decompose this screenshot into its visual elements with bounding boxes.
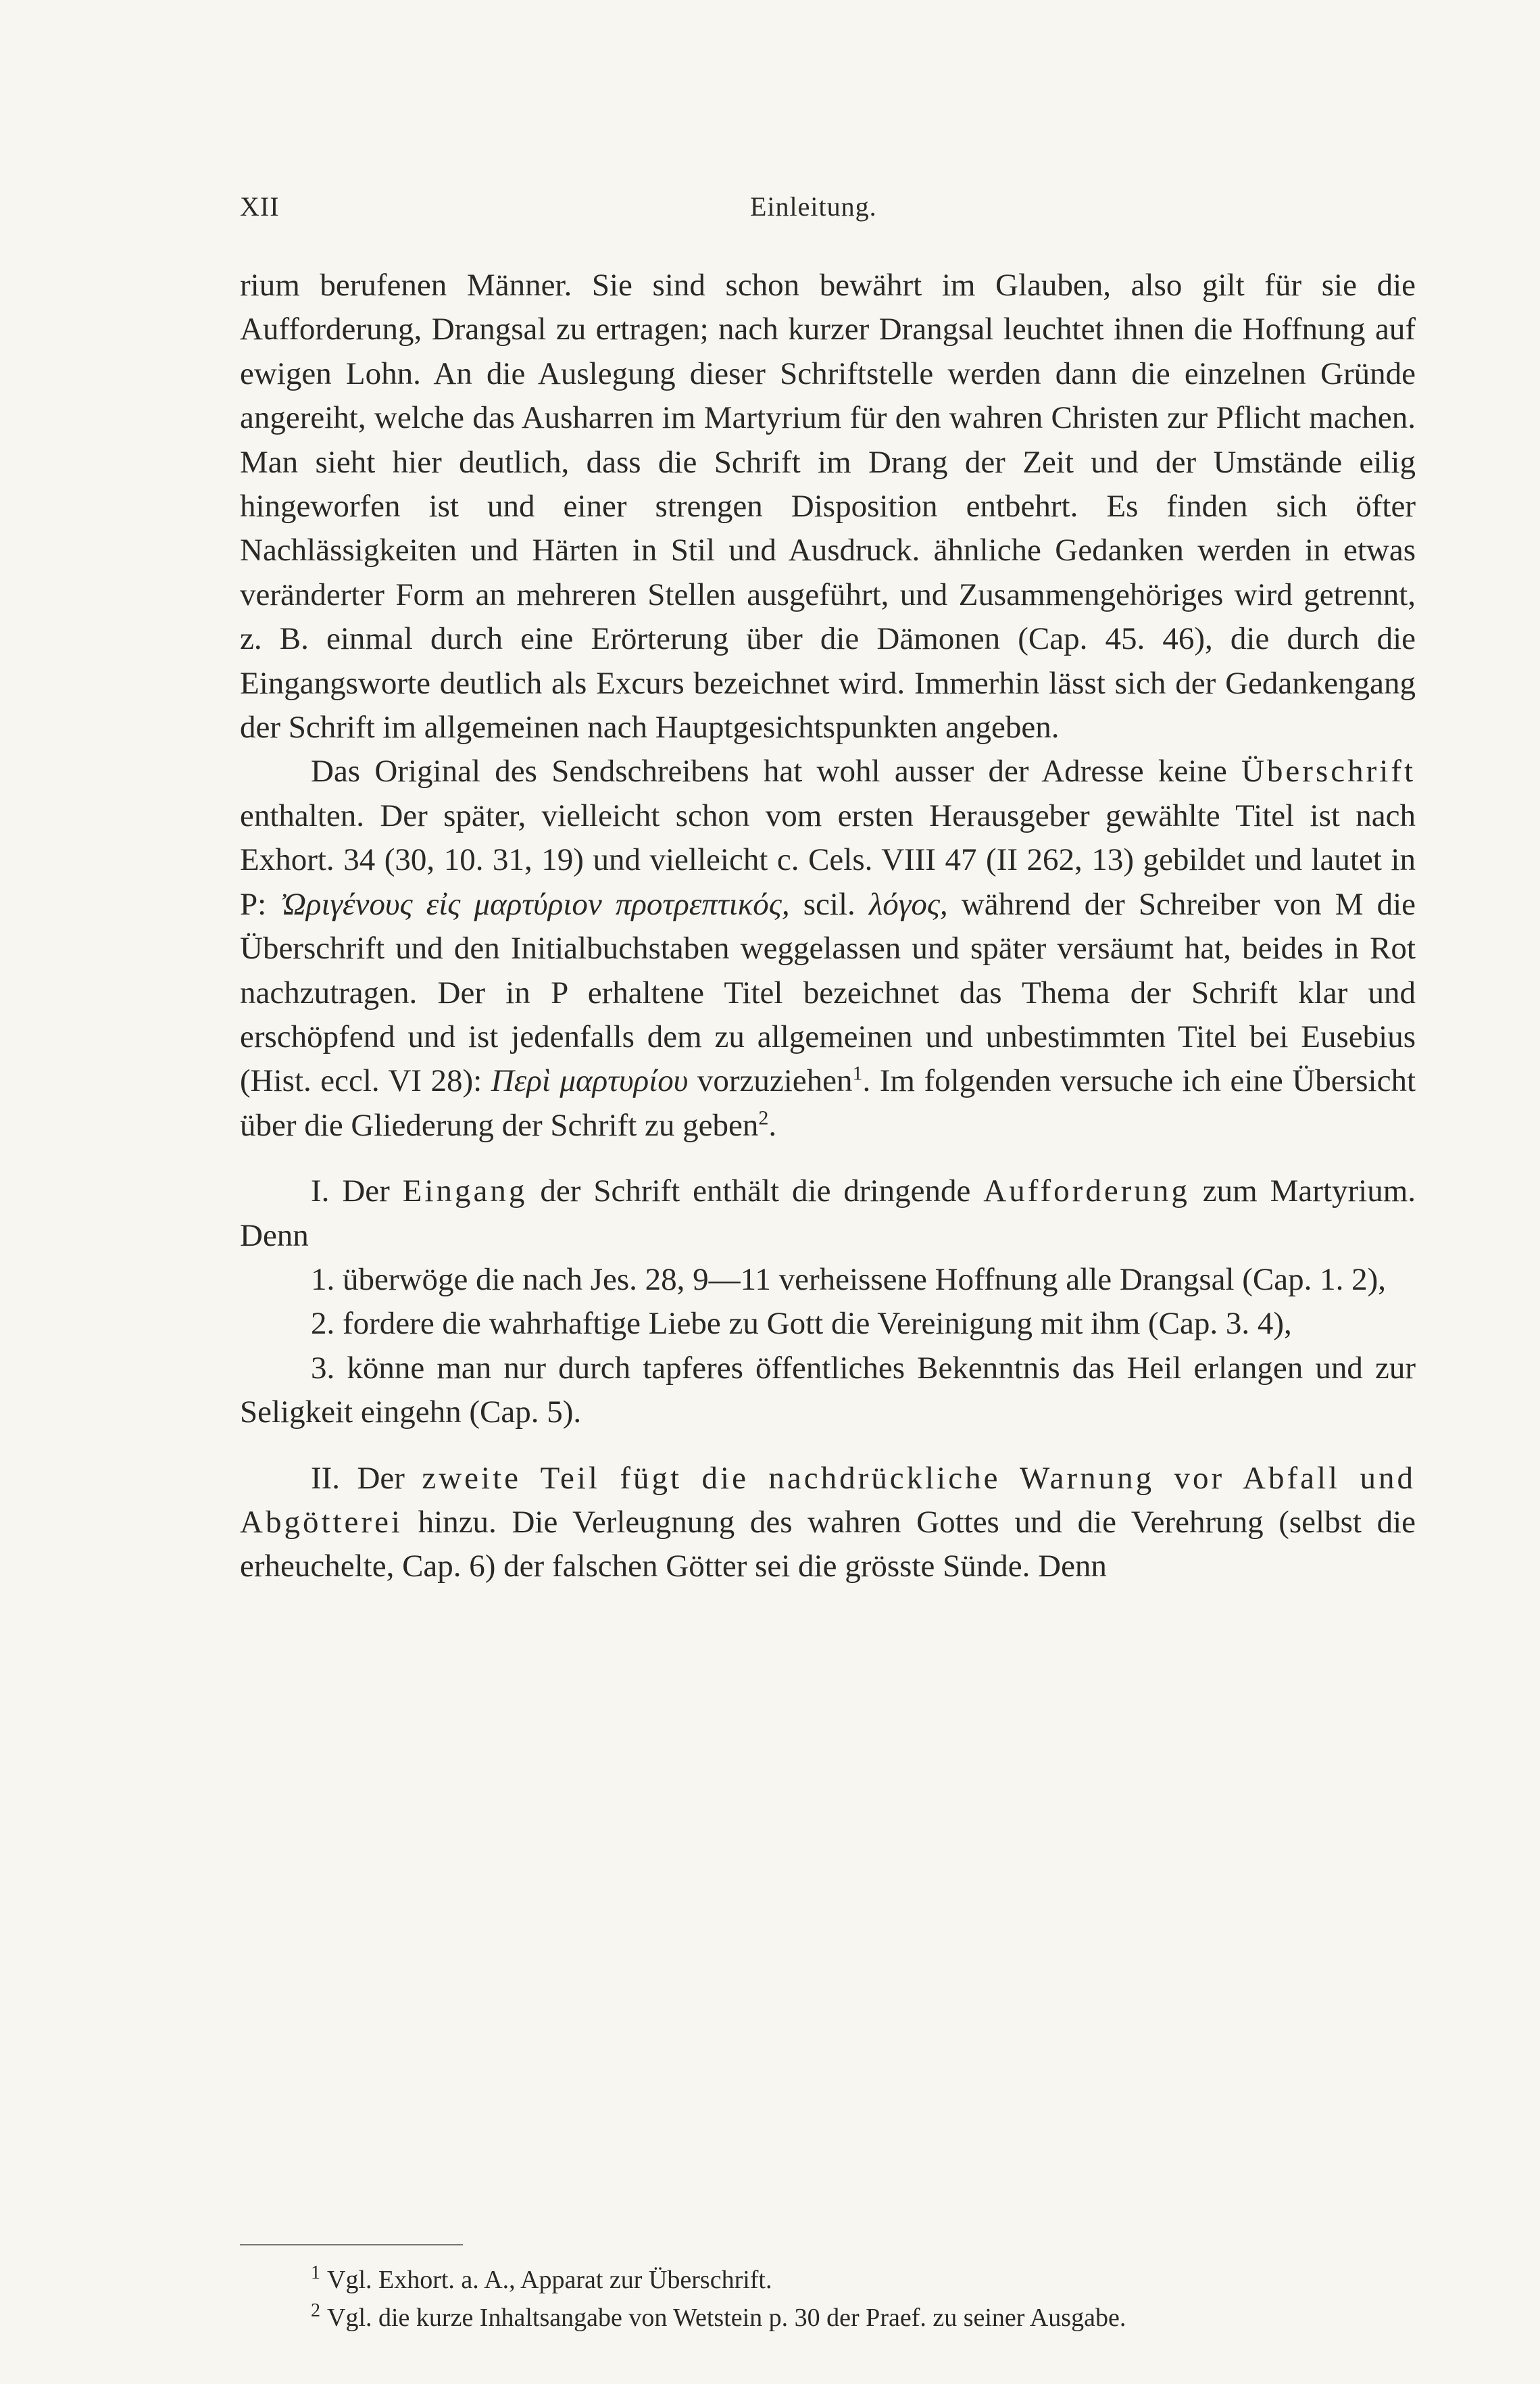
list-item-2: 2. fordere die wahrhaftige Liebe zu Gott die Vereinigung mit ihm (Cap. 3. 4), — [311, 1306, 1292, 1342]
footnote-1 — [240, 2261, 1416, 2299]
p2-text-d: scil. — [803, 886, 855, 922]
greek-title-p: Ὠριγένους εἰς μαρτύριον προτρεπτικός, — [280, 886, 790, 922]
page-header — [240, 191, 1416, 238]
p2-spaced-word: Überschrift — [1241, 754, 1416, 789]
p2-text-a: Das Original des Sendschreibens hat wohl ausser der Adresse keine — [311, 754, 1227, 789]
part1-text-a: I. Der — [311, 1173, 390, 1209]
p2-text-g: . Im folgenden versuche ich eine Übersicht über die Gliederung der Schrift zu geben — [240, 1063, 1416, 1143]
greek-title-eusebius: Περὶ μαρτυρίου — [491, 1063, 689, 1099]
part2-spaced-text: zweite Teil fügt die nachdrückliche Warnung vor Abfall und Abgötterei — [240, 1460, 1416, 1540]
part2-text-c: hinzu. Die Verleugnung des wahren Gottes und die Verehrung (selbst die erheuchelte, Cap. 6) der falschen Götter sei die grösste Sünde. Denn — [240, 1504, 1416, 1584]
part1-spaced-eingang: Eingang — [402, 1173, 528, 1209]
page-number: XII — [240, 191, 280, 222]
p2-text-h: . — [768, 1107, 777, 1143]
paragraph-1: rium berufenen Männer. Sie sind schon bewährt im Glauben, also gilt für sie die Aufforderung, Drangsal zu ertragen; nach kurzer Drangsal leuchtet ihnen die Hoffnung auf ewigen Lohn. An die Auslegung dieser Schriftstelle werden dann die einzelnen Gründe angereiht, welche das Ausharren im Martyrium für den wahren Christen zur Pflicht machen. Man sieht hier deutlich, dass die Schrift im Drang der Zeit und der Umstände eilig hingeworfen ist und einer strengen Disposition entbehrt. Es finden sich öfter Nachlässigkeiten und Härten in Stil und Ausdruck. ähnliche Gedanken werden in etwas veränderter Form an mehreren Stellen ausgeführt, und Zusammengehöriges wird getrennt, z. B. einmal durch eine Erörterung über die Dämonen (Cap. 45. 46), die durch die Eingangsworte deutlich als Excurs bezeichnet wird. Immerhin lässt sich der Gedankengang der Schrift im allgemeinen nach Hauptgesichtspunkten angeben. — [240, 268, 1416, 746]
footnote-2 — [240, 2299, 1416, 2337]
p2-text-e: während der Schreiber von M die Überschrift und den Initialbuchstaben weggelassen und später versäumt hat, beides in Rot nachzutragen. Der in P erhaltene Titel bezeichnet das Thema der Schrift klar und erschöpfend und ist jedenfalls dem zu allgemeinen und unbestimmten Titel bei Eusebius (Hist. eccl. VI 28): — [240, 886, 1416, 1099]
footnotes — [240, 2261, 1416, 2337]
p2-text-c: enthalten. Der später, vielleicht schon vom ersten Herausgeber gewählte Titel ist nach Exhort. 34 (30, 10. 31, 19) und vielleicht c. Cels. VIII 47 (II 262, 13) gebildet und lautet in P: — [240, 798, 1416, 922]
part1-spaced-aufforderung: Aufforderung — [983, 1173, 1190, 1209]
footnote-divider — [240, 2244, 463, 2245]
section-1-intro — [240, 1169, 1416, 1258]
list-item-1: 1. überwöge die nach Jes. 28, 9—11 verheissene Hoffnung alle Drangsal (Cap. 1. 2), — [311, 1261, 1387, 1297]
part1-text-c: der Schrift enthält die dringende — [540, 1173, 971, 1209]
footnote-ref-1[interactable]: 1 — [852, 1062, 863, 1085]
footnote-2-text: Vgl. die kurze Inhaltsangabe von Wetstein p. 30 der Praef. zu seiner Ausgabe. — [327, 2304, 1126, 2332]
footnote-1-number: 1 — [311, 2262, 320, 2284]
main-text — [240, 264, 1416, 1589]
part1-text-e: zum Martyrium. Denn — [240, 1173, 1416, 1253]
footnote-ref-2[interactable]: 2 — [758, 1106, 769, 1129]
footnote-1-text: Vgl. Exhort. a. A., Apparat zur Überschrift. — [327, 2266, 772, 2294]
running-title: Einleitung. — [750, 191, 877, 222]
list-item-3: 3. könne man nur durch tapferes öffentliches Bekenntnis das Heil erlangen und zur Seligkeit eingehn (Cap. 5). — [240, 1350, 1416, 1430]
p2-text-f: vorzuziehen — [697, 1063, 853, 1099]
greek-logos: λόγος, — [868, 886, 948, 922]
footnote-2-number: 2 — [311, 2300, 320, 2322]
section-2-intro — [240, 1457, 1416, 1589]
part2-text-a: II. Der — [311, 1460, 405, 1496]
paragraph-2 — [240, 750, 1416, 1148]
